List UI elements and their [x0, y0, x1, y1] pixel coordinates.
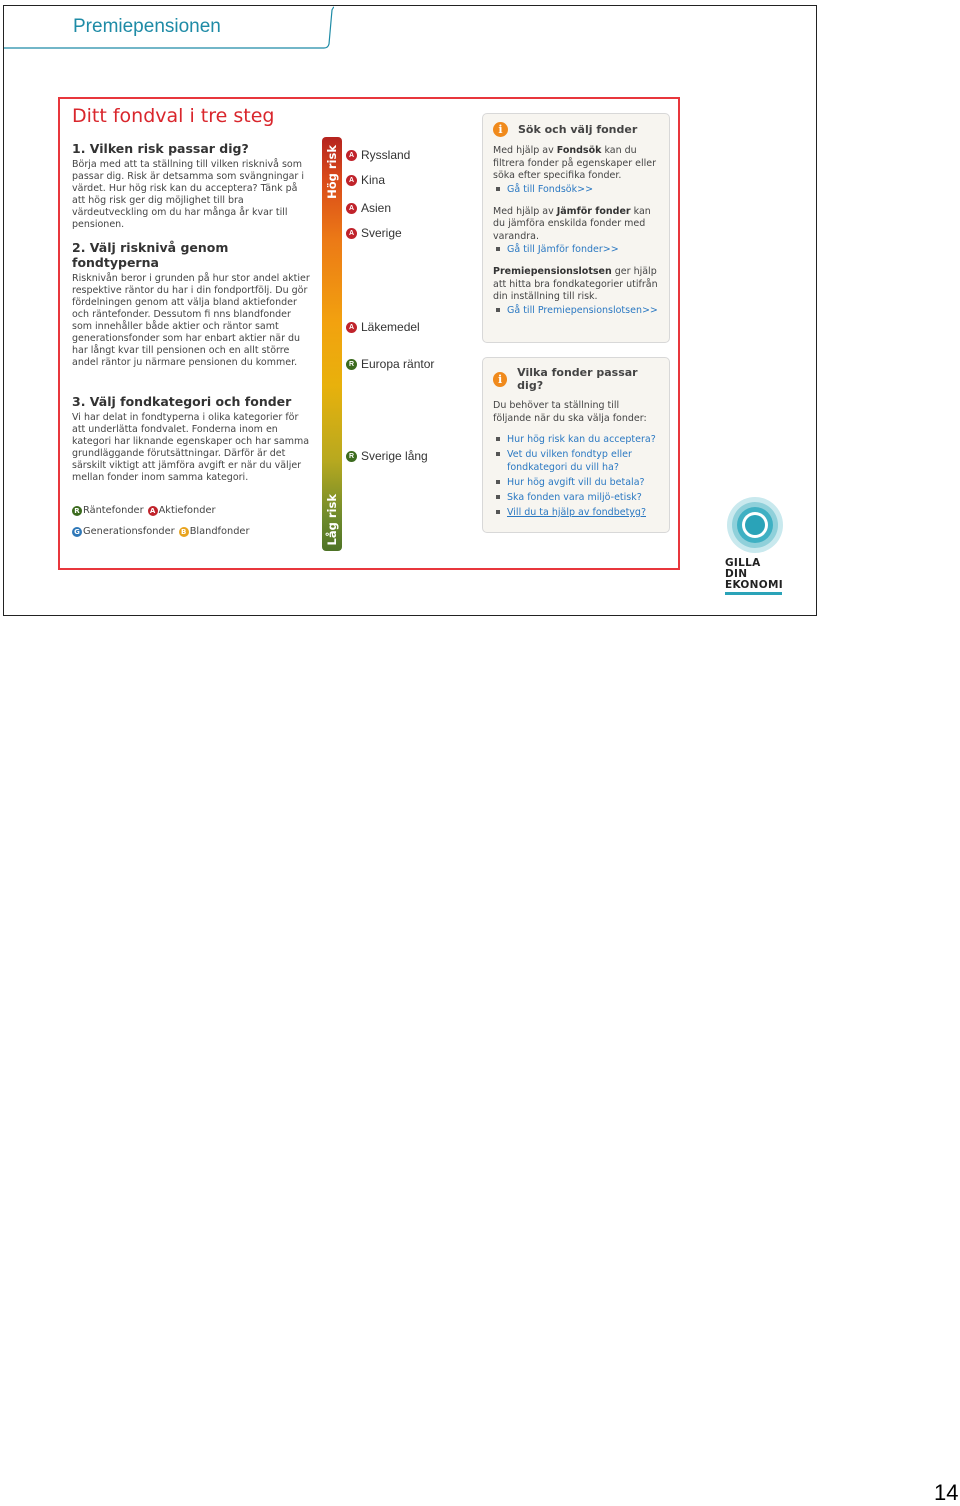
panel-title: Ditt fondval i tre steg — [72, 105, 275, 127]
slide-title: Premiepensionen — [73, 16, 221, 37]
step-3-heading: 3. Välj fondkategori och fonder — [72, 394, 292, 409]
search-funds-box — [482, 113, 670, 343]
step-3 — [72, 394, 312, 484]
rantefond-badge-icon: R — [72, 506, 82, 516]
risk-gradient-bar — [322, 137, 342, 551]
legend-label: Räntefonder — [83, 505, 144, 516]
blandfond-badge-icon: B — [179, 527, 189, 537]
fund-item-lakemedel[interactable] — [346, 320, 420, 334]
fund-item-sverige-lang[interactable] — [346, 449, 428, 463]
which-funds-header — [493, 366, 659, 392]
fondsok-link[interactable] — [493, 183, 659, 196]
aktiefond-badge-icon: A — [148, 506, 158, 516]
step-1 — [72, 141, 312, 231]
legend-item-rantefonder — [72, 505, 144, 516]
legend-row-2 — [72, 526, 254, 537]
info-icon: i — [493, 372, 507, 387]
rantefond-badge-icon: R — [346, 359, 357, 370]
fund-name: Läkemedel — [361, 320, 420, 334]
link-text: Hur hög risk kan du acceptera? — [507, 434, 656, 445]
which-funds-box — [482, 357, 670, 533]
link-text: Gå till Jämför fonder>> — [507, 244, 619, 255]
text-fragment: kan du filtrera fonder på egenskaper eller söka efter specifika fonder. — [493, 145, 657, 181]
fund-name: Sverige lång — [361, 449, 428, 463]
aktiefond-badge-icon: A — [346, 322, 357, 333]
bullet-icon — [496, 480, 500, 484]
lotsen-link[interactable] — [493, 304, 659, 317]
target-logo-icon — [726, 496, 784, 554]
info-icon: i — [493, 122, 508, 137]
aktiefond-badge-icon: A — [346, 203, 357, 214]
legend-item-generationsfonder — [72, 526, 175, 537]
fund-name: Asien — [361, 201, 392, 215]
text-fragment: Med hjälp av — [493, 205, 557, 217]
step-1-heading: 1. Vilken risk passar dig? — [72, 141, 249, 156]
fund-name: Europa räntor — [361, 357, 435, 371]
link-text: Hur hög avgift vill du betala? — [507, 477, 645, 488]
lotsen-bold: Premiepensionslotsen — [493, 266, 612, 277]
question-link-fondtyp[interactable] — [493, 448, 659, 474]
fund-name: Sverige — [361, 226, 402, 240]
bullet-icon — [496, 510, 500, 514]
generationsfond-badge-icon: G — [72, 527, 82, 537]
fund-name: Ryssland — [361, 148, 411, 162]
fund-item-ryssland[interactable] — [346, 148, 410, 162]
fund-choice-panel — [58, 97, 680, 570]
bullet-icon — [496, 247, 500, 251]
question-link-fondbetyg[interactable] — [493, 506, 659, 519]
jamfor-link[interactable] — [493, 243, 659, 256]
slide — [3, 5, 817, 616]
link-text: Ska fonden vara miljö-etisk? — [507, 492, 642, 503]
bullet-icon — [496, 187, 500, 191]
step-2-heading: 2. Välj risknivå genom fondtyperna — [72, 240, 229, 270]
search-funds-title: Sök och välj fonder — [518, 123, 638, 136]
link-text: Vet du vilken fondtyp eller fondkategori du vill ha? — [507, 449, 632, 473]
aktiefond-badge-icon: A — [346, 175, 357, 186]
step-3-text: Vi har delat in fondtyperna i olika kategorier för att underlätta fondvalet. Fonderna inom en kategori har liknande egenskaper och har samma grundläggande förutsättningar. Därför är det särskilt viktigt att jämföra avgift er när du väljer mellan fonder inom samma kategori. — [72, 412, 310, 483]
logo-underline — [725, 592, 782, 595]
logo-line-1: GILLA DIN — [725, 557, 761, 580]
fund-item-kina[interactable] — [346, 173, 385, 187]
link-text: Gå till Fondsök>> — [507, 183, 594, 195]
lotsen-text — [493, 266, 659, 304]
legend-label: Blandfonder — [189, 526, 250, 537]
link-text: Gå till Premiepensionslotsen>> — [507, 304, 658, 316]
low-risk-text: Låg risk — [325, 493, 339, 545]
jamfor-bold: Jämför fonder — [556, 205, 631, 217]
legend-row-1 — [72, 505, 220, 516]
which-funds-intro: Du behöver ta ställning till följande när du ska välja fonder: — [493, 400, 647, 424]
search-funds-header — [493, 122, 659, 137]
fondsok-text — [493, 145, 659, 183]
aktiefond-badge-icon: A — [346, 228, 357, 239]
text-fragment: kan du jämföra enskilda fonder med varandra. — [493, 205, 651, 242]
gilla-din-ekonomi-logo — [725, 496, 785, 595]
question-link-risk[interactable] — [493, 433, 659, 446]
text-fragment: Med hjälp av — [493, 145, 557, 156]
aktiefond-badge-icon: A — [346, 150, 357, 161]
page-number: 14 — [934, 1480, 959, 1505]
fondsok-bold: Fondsök — [556, 145, 602, 156]
fund-item-asien[interactable] — [346, 201, 391, 215]
question-link-miljo[interactable] — [493, 491, 659, 504]
fund-item-europa-rantor[interactable] — [346, 357, 434, 371]
step-1-text: Börja med att ta ställning till vilken risknivå som passar dig. Risk är detsamma som svängningar i värdet. Hur hög risk kan du acceptera? Tänk på att hög risk ger dig möjlighet till bra värdeutveckling om du har många år kvar till pensionen. — [72, 159, 304, 230]
link-text: Vill du ta hjälp av fondbetyg? — [507, 507, 647, 518]
high-risk-label — [322, 145, 342, 199]
fund-name: Kina — [361, 173, 386, 187]
bullet-icon — [496, 452, 500, 456]
bullet-icon — [496, 437, 500, 441]
which-funds-title: Vilka fonder passar dig? — [517, 366, 638, 392]
jamfor-text — [493, 206, 659, 244]
question-link-avgift[interactable] — [493, 476, 659, 489]
step-2-text: Risknivån beror i grunden på hur stor andel aktier respektive räntor du har i din fondportfölj. Du gör fördelningen genom att välja bland aktiefonder och räntefonder. Dessutom fi nns blandfonder som innehåller både aktier och räntor samt generationsfonder som har enbart aktier när du har långt kvar till pensionen och en allt större andel räntor ju närmare pensionen du kommer. — [72, 273, 310, 368]
legend-item-blandfonder — [179, 526, 250, 537]
low-risk-label — [322, 494, 342, 545]
legend-item-aktiefonder — [148, 505, 216, 516]
fund-item-sverige[interactable] — [346, 226, 402, 240]
legend-label: Generationsfonder — [83, 526, 175, 537]
legend-label: Aktiefonder — [158, 505, 216, 516]
high-risk-text: Hög risk — [325, 145, 339, 199]
rantefond-badge-icon: R — [346, 451, 357, 462]
step-2 — [72, 240, 312, 369]
bullet-icon — [496, 495, 500, 499]
logo-line-2: EKONOMI — [725, 579, 783, 591]
bullet-icon — [496, 308, 500, 312]
text-fragment: ger hjälp att hitta bra fondkategorier utifrån din inställning till risk. — [493, 266, 658, 302]
